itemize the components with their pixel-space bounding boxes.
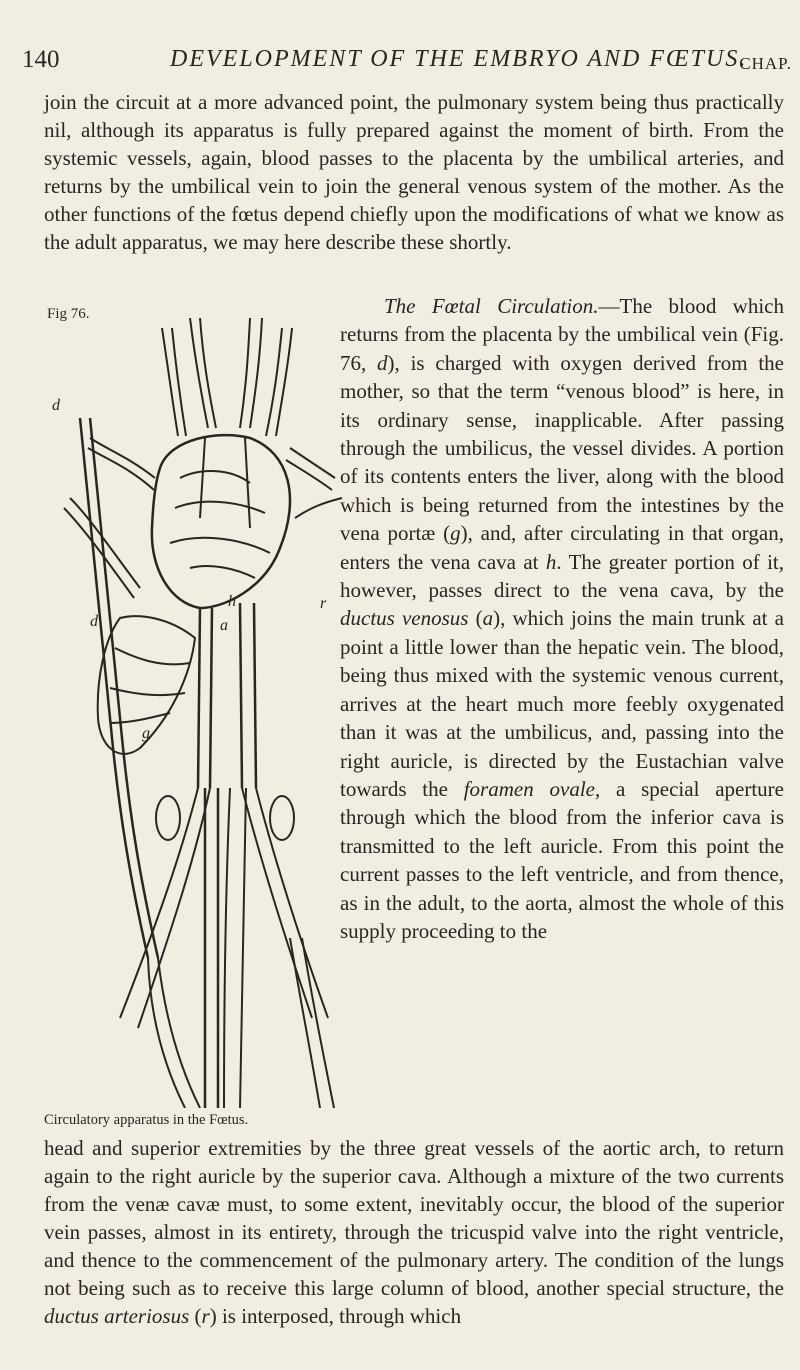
opening-paragraph-text: join the circuit at a more advanced point, the pulmonary system being thus practically nil, although its apparatus is fully prepared against the moment of birth. From the systemic vessels, again, blood passes to the placenta by the umbilical arteries, and returns by the umbilical vein to join the general venous system of the mother. As the other functions of the fœtus depend chiefly upon the modifications of what we know as the adult apparatus, we may here describe these shortly. (44, 90, 784, 254)
closing-paragraph (44, 1134, 784, 1330)
figure-letter-g: g (142, 725, 150, 742)
figure-letter-d-top: d (52, 397, 60, 414)
fetal-circulation-paragraph (340, 292, 784, 945)
figure-letter-h: h (228, 593, 236, 610)
text-run: , a special aperture through which the blood from the inferior cava is transmitted to the left auricle. From this point the current passes to the left ventricle, and from thence, as in the adult, to the aorta, almost the whole of this supply proceeding to the (340, 776, 784, 943)
opening-paragraph (44, 88, 784, 256)
italic-letter: g (450, 521, 461, 546)
text-run: ), and, after circulating in that organ, enters the vena cava at (340, 521, 784, 574)
figure-letter-a: a (220, 617, 228, 634)
vessel-line (190, 318, 208, 428)
fetal-circulation-figure (50, 318, 345, 1108)
text-run: —The blood which returns from the placenta by the umbilical vein (Fig. 76, (340, 294, 784, 375)
page-header (22, 42, 792, 82)
italic-letter: d (377, 350, 388, 375)
closing-paragraph-text (44, 1134, 784, 1330)
running-title: DEVELOPMENT OF THE EMBRYO AND FŒTUS. (170, 46, 748, 72)
text-run: ) is interposed, through which (209, 1304, 462, 1328)
chapter-label: CHAP. (739, 54, 792, 73)
italic-letter: a (482, 606, 494, 631)
section-heading: The Fœtal Circulation. (384, 294, 599, 318)
figure-label: Fig 76. (47, 306, 90, 322)
italic-term: ductus arteriosus (44, 1304, 190, 1328)
italic-term: foramen ovale (463, 776, 595, 801)
italic-term: ductus venosus (340, 606, 469, 631)
fetal-circulation-illustration (50, 318, 345, 1108)
text-run: ( (189, 1304, 202, 1328)
figure-caption: Circulatory apparatus in the Fœtus. (44, 1112, 249, 1128)
page-number: 140 (22, 46, 60, 73)
italic-letter: h (545, 549, 557, 574)
italic-letter: r (201, 1304, 210, 1328)
text-run: head and superior extremities by the three great vessels of the aortic arch, to return again to the right auricle by the superior cava. Although a mixture of the two currents from the venæ cavæ must, to some extent, inevitably occur, the blood of the superior vein passes, almost in its entirety, through the tricuspid valve into the right ventricle, and thence to the commencement of the pulmonary artery. The condition of the lungs not being such as to receive this large column of blood, another special structure, the (44, 1136, 784, 1300)
text-run: ), is charged with oxygen derived from the mother, so that the term “venous blood” is here, in its ordinary sense, inapplicable. After passing through the umbilicus, the vessel divides. A portion of its contents enters the liver, along with the blood which is being returned from the intestines by the vena portæ ( (340, 350, 784, 546)
figure-letter-d-low: d (90, 613, 98, 630)
text-run: . The greater portion of it, however, passes direct to the vena cava, by the (340, 549, 784, 603)
fetal-circulation-section (340, 292, 784, 945)
figure-letter-r: r (320, 595, 327, 612)
text-run: ( (468, 606, 483, 631)
text-run: ), which joins the main trunk at a point a little lower than the hepatic vein. The blood, being thus mixed with the systemic venous current, arrives at the heart much more feebly oxygenated than it was at the umbilicus, and, passing into the right auricle, is directed by the Eustachian valve towards the (340, 606, 784, 801)
